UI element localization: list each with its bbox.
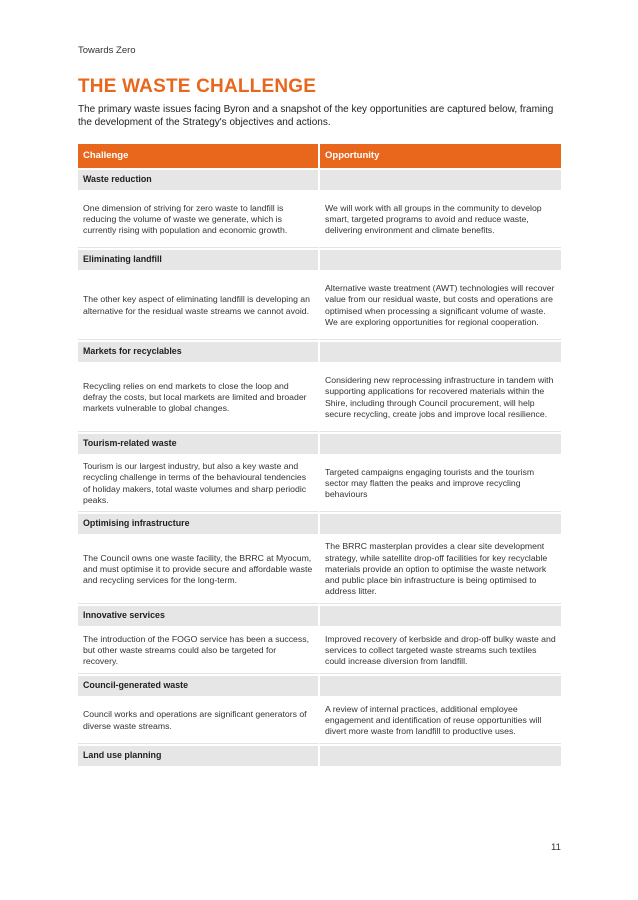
- section-heading: Optimising infrastructure: [78, 514, 320, 534]
- table-row: [78, 364, 561, 432]
- section-heading-row: [78, 434, 561, 454]
- section-heading: Innovative services: [78, 606, 320, 626]
- waste-challenge-table: [78, 142, 561, 768]
- section-heading: Council-generated waste: [78, 676, 320, 696]
- opportunity-cell: Improved recovery of kerbside and drop-off bulky waste and services to collect targeted waste streams such textiles could increase diversion from landfill.: [320, 628, 561, 674]
- table-header-row: [78, 144, 561, 168]
- challenge-column-header: Challenge: [78, 144, 320, 168]
- section-heading-row: [78, 676, 561, 696]
- table-row: [78, 628, 561, 674]
- challenge-cell: Council works and operations are significant generators of diverse waste streams.: [78, 698, 320, 744]
- table-row: [78, 192, 561, 248]
- challenge-cell: Tourism is our largest industry, but also a key waste and recycling challenge in terms of the behavioural tendencies of holiday makers, total waste volumes and sharp periodic peaks.: [78, 456, 320, 512]
- section-heading-row: [78, 746, 561, 766]
- section-heading-row: [78, 342, 561, 362]
- opportunity-cell: Alternative waste treatment (AWT) technologies will recover value from our residual waste, but costs and operations are optimised when processing a significant volume of waste. We are exploring opportunities for regional cooperation.: [320, 272, 561, 340]
- opportunity-cell: We will work with all groups in the community to develop smart, targeted programs to avoid and reduce waste, delivering environment and climate benefits.: [320, 192, 561, 248]
- table-row: [78, 456, 561, 512]
- challenge-cell: The Council owns one waste facility, the BRRC at Myocum, and must optimise it to provide secure and affordable waste and recycling services for the long-term.: [78, 536, 320, 604]
- table-row: [78, 698, 561, 744]
- opportunity-cell: Targeted campaigns engaging tourists and the tourism sector may flatten the peaks and improve recycling behaviours: [320, 456, 561, 512]
- challenge-cell: Recycling relies on end markets to close the loop and defray the costs, but local markets are limited and broader markets vulnerable to global changes.: [78, 364, 320, 432]
- running-header: Towards Zero: [78, 45, 136, 56]
- opportunity-column-header: Opportunity: [320, 144, 561, 168]
- section-heading-row: [78, 250, 561, 270]
- section-heading: Markets for recyclables: [78, 342, 320, 362]
- intro-paragraph: The primary waste issues facing Byron and a snapshot of the key opportunities are captured below, framing the development of the Strategy's objectives and actions.: [78, 104, 554, 128]
- section-heading-row: [78, 606, 561, 626]
- section-heading: Waste reduction: [78, 170, 320, 190]
- opportunity-cell: A review of internal practices, additional employee engagement and identification of reuse opportunities will divert more waste from landfill to productive uses.: [320, 698, 561, 744]
- section-heading: Eliminating landfill: [78, 250, 320, 270]
- section-heading-row: [78, 514, 561, 534]
- opportunity-cell: The BRRC masterplan provides a clear site development strategy, while satellite drop-off facilities for key recyclable materials provide an option to optimise the waste network and public place bin infrastructure is being optimised to address litter.: [320, 536, 561, 604]
- section-heading-row: [78, 170, 561, 190]
- challenge-cell: The other key aspect of eliminating landfill is developing an alternative for the residual waste streams we cannot avoid.: [78, 272, 320, 340]
- opportunity-cell: Considering new reprocessing infrastructure in tandem with supporting applications for recovered materials within the Shire, including through Council procurement, will help secure recycling, create jobs and improve local resilience.: [320, 364, 561, 432]
- table-row: [78, 272, 561, 340]
- page-title: THE WASTE CHALLENGE: [78, 76, 317, 97]
- table-row: [78, 536, 561, 604]
- page-number: 11: [551, 842, 561, 853]
- challenge-cell: One dimension of striving for zero waste to landfill is reducing the volume of waste we generate, which is currently rising with population and economic growth.: [78, 192, 320, 248]
- section-heading: Land use planning: [78, 746, 320, 766]
- challenge-cell: The introduction of the FOGO service has been a success, but other waste streams could also be targeted for recovery.: [78, 628, 320, 674]
- section-heading: Tourism-related waste: [78, 434, 320, 454]
